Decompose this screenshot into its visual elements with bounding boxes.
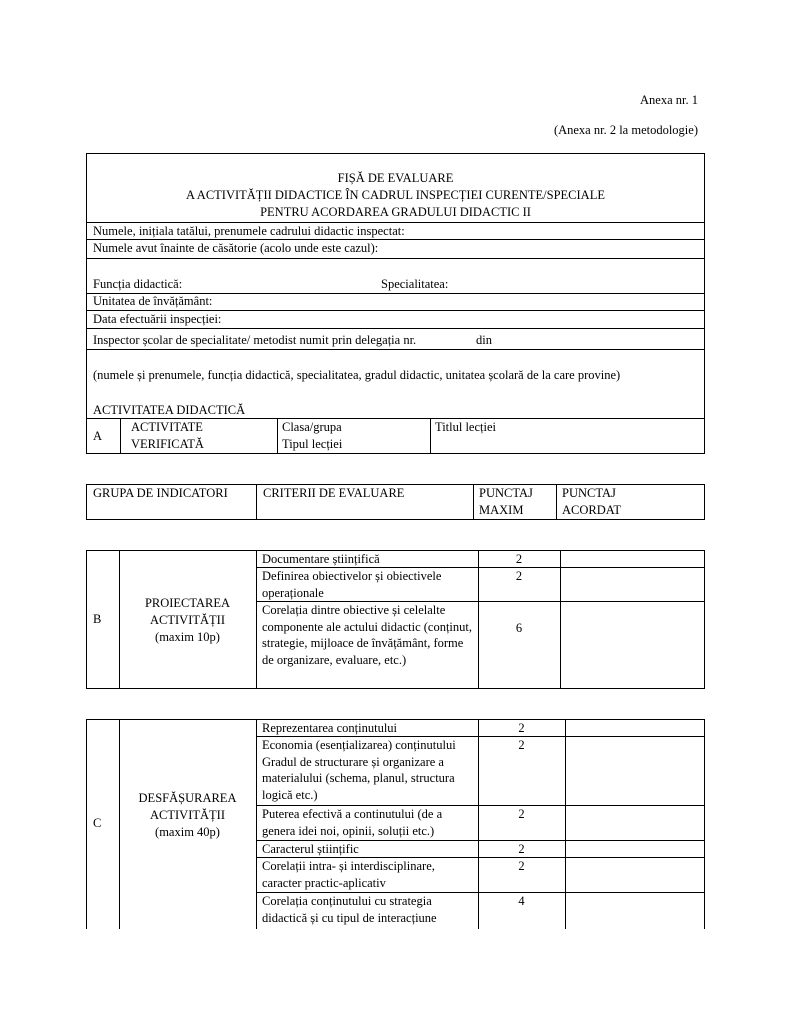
section-c-group-line2: ACTIVITĂȚII (150, 808, 225, 822)
divider (86, 258, 705, 259)
criterion-max-score: 2 (518, 807, 525, 821)
section-a-letter: A (93, 429, 103, 443)
criterion-max-score: 6 (515, 621, 523, 635)
divider (556, 484, 557, 520)
criterion-max-score: 2 (518, 842, 525, 856)
section-b-letter: B (93, 612, 102, 626)
divider (256, 719, 257, 929)
divider (565, 719, 566, 929)
section-b-group-line3: (maxim 10p) (155, 630, 220, 644)
awarded-score-header-line2: ACORDAT (562, 503, 622, 517)
verified-activity-line1: ACTIVITATE (131, 420, 203, 434)
specialty-label: Specialitatea: (381, 277, 449, 291)
indicator-group-header: GRUPA DE INDICATORI (93, 486, 228, 500)
evaluation-criteria-header: CRITERII DE EVALUARE (263, 486, 405, 500)
criterion-max-score: 4 (518, 894, 525, 908)
divider (86, 349, 705, 350)
maiden-name-label: Numele avut înainte de căsătorie (acolo unde este cazul): (93, 241, 379, 255)
criterion-max-score: 2 (518, 738, 525, 752)
section-c-group-line3: (maxim 40p) (155, 825, 220, 839)
teaching-function-label: Funcția didactică: (93, 277, 183, 291)
criterion-text: Reprezentarea conținutului (262, 721, 398, 735)
didactic-activity-heading: ACTIVITATEA DIDACTICĂ (93, 403, 246, 417)
divider (430, 418, 431, 454)
section-c-group-line1: DESFĂȘURAREA (138, 791, 237, 805)
max-score-header-line2: MAXIM (479, 503, 524, 517)
delegation-date-label: din (476, 333, 492, 347)
criterion-text: Corelația dintre obiective și celelalte componente ale actului didactic (conținut, strategie, mijloace de învățământ, forme de organizare, evaluare, etc.) (262, 603, 472, 667)
criterion-text: Corelația conținutului cu strategia didactică și cu tipul de interacțiune (262, 894, 437, 925)
form-title-line2: A ACTIVITĂȚII DIDACTICE ÎN CADRUL INSPECȚIEI CURENTE/SPECIALE (186, 188, 605, 202)
criterion-text: Corelații intra- și interdisciplinare, caracter practic-aplicativ (262, 859, 435, 890)
awarded-score-header-line1: PUNCTAJ (562, 486, 616, 500)
inspection-date-label: Data efectuării inspecției: (93, 312, 222, 326)
section-b-group-line2: ACTIVITĂȚII (150, 613, 225, 627)
section-c-letter: C (93, 816, 102, 830)
criterion-max-score: 2 (518, 859, 525, 873)
inspector-details-label: (numele și prenumele, funcția didactică, specialitatea, gradul didactic, unitatea școlară de la care provine) (93, 368, 621, 382)
form-title-line3: PENTRU ACORDAREA GRADULUI DIDACTIC II (260, 205, 531, 219)
divider (256, 550, 257, 689)
divider (560, 550, 561, 689)
criterion-max-score: 2 (515, 552, 523, 566)
criterion-max-score: 2 (515, 569, 523, 583)
divider (256, 484, 257, 520)
annex-number: Anexa nr. 1 (640, 93, 698, 107)
school-unit-label: Unitatea de învățământ: (93, 294, 213, 308)
lesson-type-label: Tipul lecției (282, 437, 343, 451)
divider (86, 328, 705, 329)
criterion-text: Caracterul științific (262, 842, 359, 856)
criterion-text: Definirea obiectivelor și obiectivele operaționale (262, 569, 442, 600)
divider (277, 418, 278, 454)
divider (120, 418, 121, 454)
criterion-text: Puterea efectivă a continutului (de a genera idei noi, opinii, soluții etc.) (262, 807, 443, 838)
max-score-header-line1: PUNCTAJ (479, 486, 533, 500)
inspector-label: Inspector școlar de specialitate/ metodist numit prin delegația nr. (93, 333, 417, 347)
form-title-line1: FIȘĂ DE EVALUARE (337, 171, 454, 185)
criterion-text: Economia (esențializarea) conținutului Gradul de structurare și organizare a materialului (schema, planul, structura logică etc.) (262, 738, 456, 802)
lesson-title-label: Titlul lecției (435, 420, 496, 434)
annex-methodology: (Anexa nr. 2 la metodologie) (553, 123, 698, 137)
criterion-text: Documentare științifică (262, 552, 380, 566)
criterion-max-score: 2 (518, 721, 525, 735)
verified-activity-line2: VERIFICATĂ (131, 437, 204, 451)
divider (473, 484, 474, 520)
class-group-label: Clasa/grupa (282, 420, 342, 434)
section-b-group-line1: PROIECTAREA (144, 596, 231, 610)
teacher-name-label: Numele, inițiala tatălui, prenumele cadrului didactic inspectat: (93, 224, 405, 238)
